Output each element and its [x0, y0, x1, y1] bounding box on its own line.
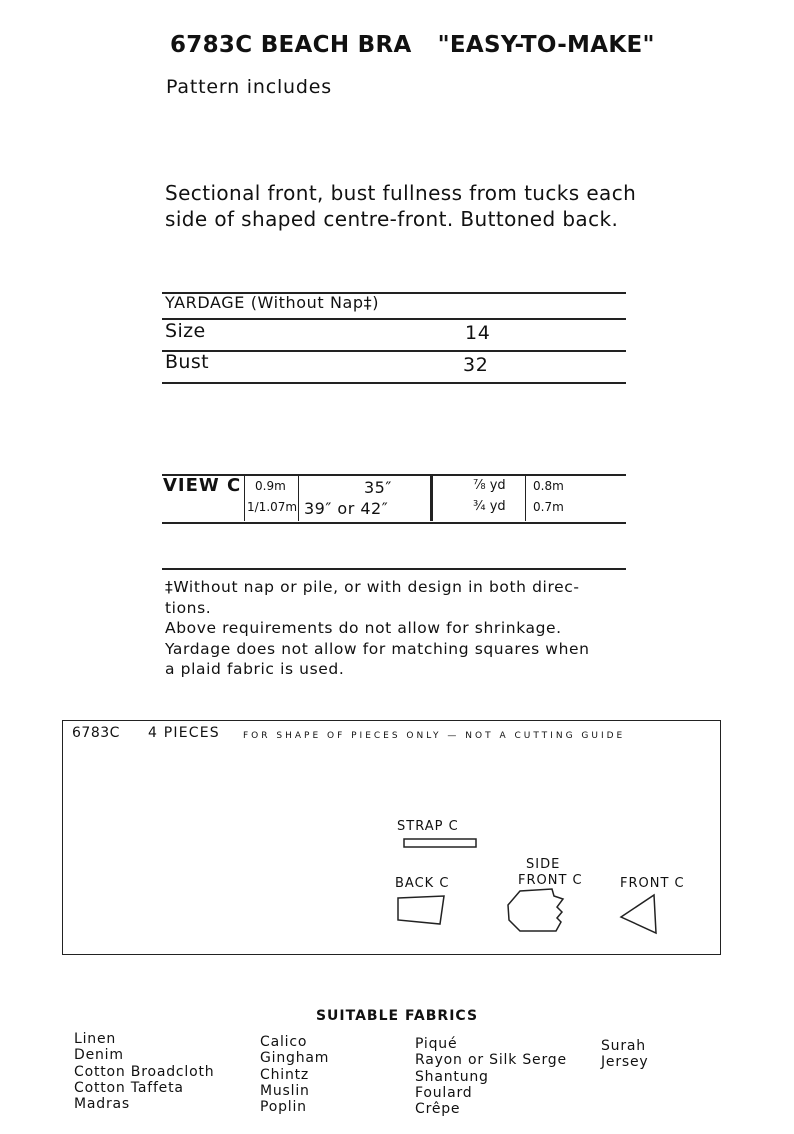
suitable-fabrics-heading: SUITABLE FABRICS: [315, 1008, 479, 1024]
pieces-count: 4 PIECES: [148, 725, 220, 741]
fabric-column: [601, 1038, 649, 1071]
fabric-item: Linen: [74, 1031, 117, 1047]
side-front-piece-shape: [508, 889, 563, 931]
fabric-item: Denim: [74, 1047, 124, 1064]
view-yardage: ⅞ yd: [473, 478, 506, 493]
fabric-item: Rayon or Silk Serge: [415, 1052, 567, 1069]
description-line: side of shaped centre-front. Buttoned back.: [165, 207, 619, 231]
bust-value: 32: [463, 354, 489, 376]
note-line: Above requirements do not allow for shrinkage.: [165, 619, 562, 637]
fabric-item: Cotton Taffeta: [74, 1079, 184, 1096]
note-line: ‡Without nap or pile, or with design in both direc-: [165, 578, 580, 596]
fabric-item: Surah: [601, 1038, 646, 1054]
fabric-item: Piqué: [415, 1036, 458, 1052]
fabric-item: Poplin: [260, 1099, 307, 1116]
fabric-item: Chintz: [260, 1066, 310, 1083]
pattern-title: 6783C BEACH BRA: [170, 32, 412, 58]
strap-c-label: STRAP C: [397, 819, 459, 834]
fabric-item: Foulard: [415, 1084, 473, 1101]
strap-piece-shape: [404, 839, 476, 847]
view-yardage: ¾ yd: [473, 499, 506, 514]
fabric-column: [260, 1034, 329, 1115]
fabric-item: Jersey: [601, 1054, 649, 1071]
fabric-item: Crêpe: [415, 1101, 461, 1118]
bust-label: Bust: [165, 351, 210, 373]
view-metric-yardage: 0.7m: [533, 500, 564, 514]
yardage-heading: YARDAGE (Without Nap‡): [165, 293, 380, 312]
view-c-label: VIEW C: [163, 475, 242, 496]
easy-to-make-tagline: "EASY-TO-MAKE": [437, 32, 655, 58]
fabric-item: Madras: [74, 1096, 130, 1113]
note-line: tions.: [165, 598, 212, 617]
note-line: a plaid fabric is used.: [165, 660, 345, 678]
description-line: Sectional front, bust fullness from tucks each: [165, 181, 637, 205]
cutting-guide-note: FOR SHAPE OF PIECES ONLY — NOT A CUTTING GUIDE: [243, 731, 626, 741]
view-fabric-width: 39″ or 42″: [304, 499, 389, 518]
front-c-label: FRONT C: [620, 876, 685, 891]
fabric-item: Cotton Broadcloth: [74, 1063, 215, 1080]
fabric-item: Shantung: [415, 1068, 489, 1085]
side-front-c-label-line1: SIDE: [526, 857, 561, 872]
view-metric-yardage: 0.8m: [533, 479, 564, 493]
view-metric-width: 0.9m: [255, 479, 286, 493]
pieces-pattern-code: 6783C: [72, 725, 120, 741]
back-piece-shape: [398, 896, 444, 924]
fabric-column: [74, 1031, 214, 1112]
fabric-item: Gingham: [260, 1050, 330, 1067]
size-value: 14: [465, 322, 491, 344]
view-metric-width: 1/1.07m: [247, 500, 298, 514]
view-fabric-width: 35″: [364, 478, 392, 497]
fabric-item: Calico: [260, 1034, 308, 1050]
fabric-column: [415, 1036, 567, 1117]
back-c-label: BACK C: [395, 876, 450, 891]
fabric-item: Muslin: [260, 1082, 310, 1099]
size-label: Size: [165, 320, 206, 342]
front-piece-shape: [621, 895, 656, 933]
note-line: Yardage does not allow for matching squares when: [165, 639, 590, 658]
side-front-c-label-line2: FRONT C: [518, 873, 583, 888]
pattern-includes-label: Pattern includes: [166, 76, 332, 98]
